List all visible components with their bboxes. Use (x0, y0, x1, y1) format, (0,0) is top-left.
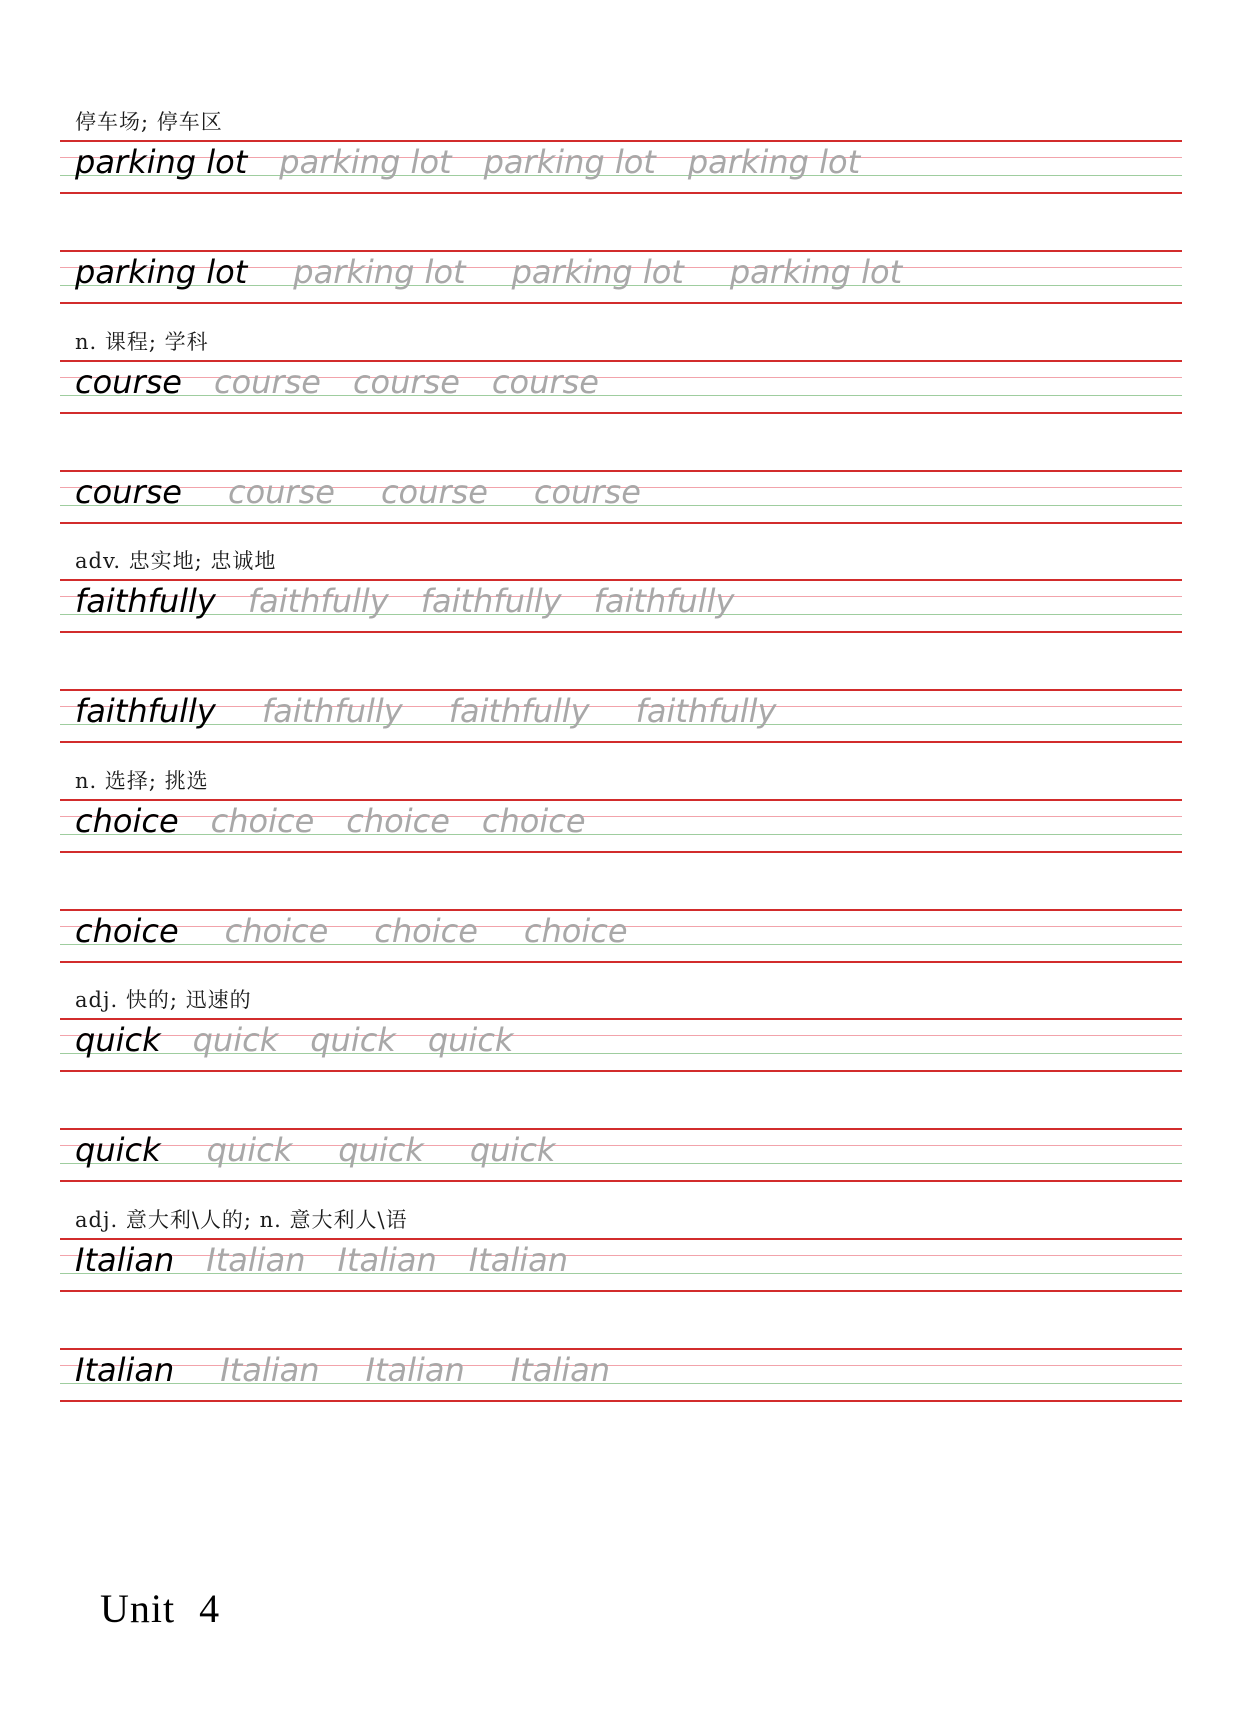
definition: n. 课程; 学科 (75, 330, 209, 354)
trace-word: quick (192, 1021, 279, 1059)
unit-word: Unit (100, 1586, 176, 1631)
unit-label (100, 1585, 220, 1632)
bottom-red-line (60, 1400, 1182, 1402)
entry-parking-lot (60, 110, 1182, 360)
words (75, 1130, 555, 1178)
trace-word: quick (310, 1021, 396, 1059)
practice-row (60, 250, 1182, 304)
words (75, 1350, 610, 1398)
definition: adv. 忠实地; 忠诚地 (75, 549, 277, 573)
practice-row (60, 579, 1182, 633)
trace-word: quick (469, 1131, 556, 1169)
trace-word: quick (427, 1021, 514, 1059)
trace-word: course (491, 363, 599, 401)
words (75, 911, 628, 959)
trace-word: parking lot (483, 143, 656, 181)
words (75, 472, 641, 520)
trace-word: choice (523, 912, 628, 950)
practice-row (60, 1018, 1182, 1072)
bottom-red-line (60, 1070, 1182, 1072)
definition: n. 选择; 挑选 (75, 769, 209, 793)
trace-word: Italian (206, 1241, 306, 1279)
practice-row (60, 689, 1182, 743)
trace-word: faithfully (635, 692, 777, 730)
practice-row (60, 1348, 1182, 1402)
model-word: course (75, 473, 182, 511)
model-word: Italian (75, 1351, 175, 1389)
practice-row (60, 360, 1182, 414)
bottom-red-line (60, 522, 1182, 524)
trace-word: faithfully (593, 582, 735, 620)
words (75, 252, 902, 300)
definition: adj. 快的; 迅速的 (75, 988, 252, 1012)
words (75, 1240, 568, 1288)
words (75, 581, 734, 629)
trace-word: quick (206, 1131, 293, 1169)
model-word: Italian (75, 1241, 175, 1279)
trace-word: course (380, 473, 488, 511)
words (75, 142, 860, 190)
trace-word: course (213, 363, 321, 401)
bottom-red-line (60, 631, 1182, 633)
bottom-red-line (60, 851, 1182, 853)
trace-word: choice (374, 912, 478, 950)
practice-row (60, 1238, 1182, 1292)
trace-word: parking lot (687, 143, 861, 181)
trace-word: Italian (468, 1241, 569, 1279)
trace-word: parking lot (511, 253, 684, 291)
trace-word: choice (210, 802, 315, 840)
trace-word: Italian (337, 1241, 437, 1279)
practice-row (60, 140, 1182, 194)
model-word: choice (75, 802, 179, 840)
trace-word: faithfully (420, 582, 562, 620)
bottom-red-line (60, 192, 1182, 194)
trace-word: parking lot (279, 143, 452, 181)
practice-row (60, 1128, 1182, 1182)
trace-word: course (352, 363, 460, 401)
bottom-red-line (60, 1180, 1182, 1182)
trace-word: parking lot (729, 253, 903, 291)
trace-word: choice (224, 912, 329, 950)
model-word: parking lot (75, 143, 248, 181)
words (75, 1020, 513, 1068)
practice-row (60, 909, 1182, 963)
bottom-red-line (60, 1290, 1182, 1292)
trace-word: course (533, 473, 641, 511)
definition: adj. 意大利\人的; n. 意大利人\语 (75, 1208, 408, 1232)
trace-word: choice (481, 802, 586, 840)
trace-word: choice (346, 802, 450, 840)
model-word: quick (75, 1021, 161, 1059)
trace-word: Italian (365, 1351, 465, 1389)
trace-word: faithfully (247, 582, 389, 620)
trace-word: course (227, 473, 335, 511)
entry-faithfully (60, 549, 1182, 799)
bottom-red-line (60, 961, 1182, 963)
model-word: quick (75, 1131, 161, 1169)
unit-number: 4 (199, 1586, 221, 1631)
trace-word: faithfully (448, 692, 590, 730)
practice-row (60, 799, 1182, 853)
trace-word: Italian (220, 1351, 320, 1389)
entry-italian (60, 1208, 1182, 1458)
definition: 停车场; 停车区 (75, 110, 223, 134)
trace-word: quick (338, 1131, 424, 1169)
model-word: choice (75, 912, 179, 950)
words (75, 691, 776, 739)
bottom-red-line (60, 741, 1182, 743)
words (75, 362, 599, 410)
trace-word: parking lot (293, 253, 466, 291)
model-word: parking lot (75, 253, 248, 291)
words (75, 801, 586, 849)
bottom-red-line (60, 412, 1182, 414)
model-word: faithfully (75, 582, 216, 620)
practice-row (60, 470, 1182, 524)
model-word: faithfully (75, 692, 216, 730)
trace-word: Italian (510, 1351, 611, 1389)
model-word: course (75, 363, 182, 401)
bottom-red-line (60, 302, 1182, 304)
trace-word: faithfully (261, 692, 403, 730)
